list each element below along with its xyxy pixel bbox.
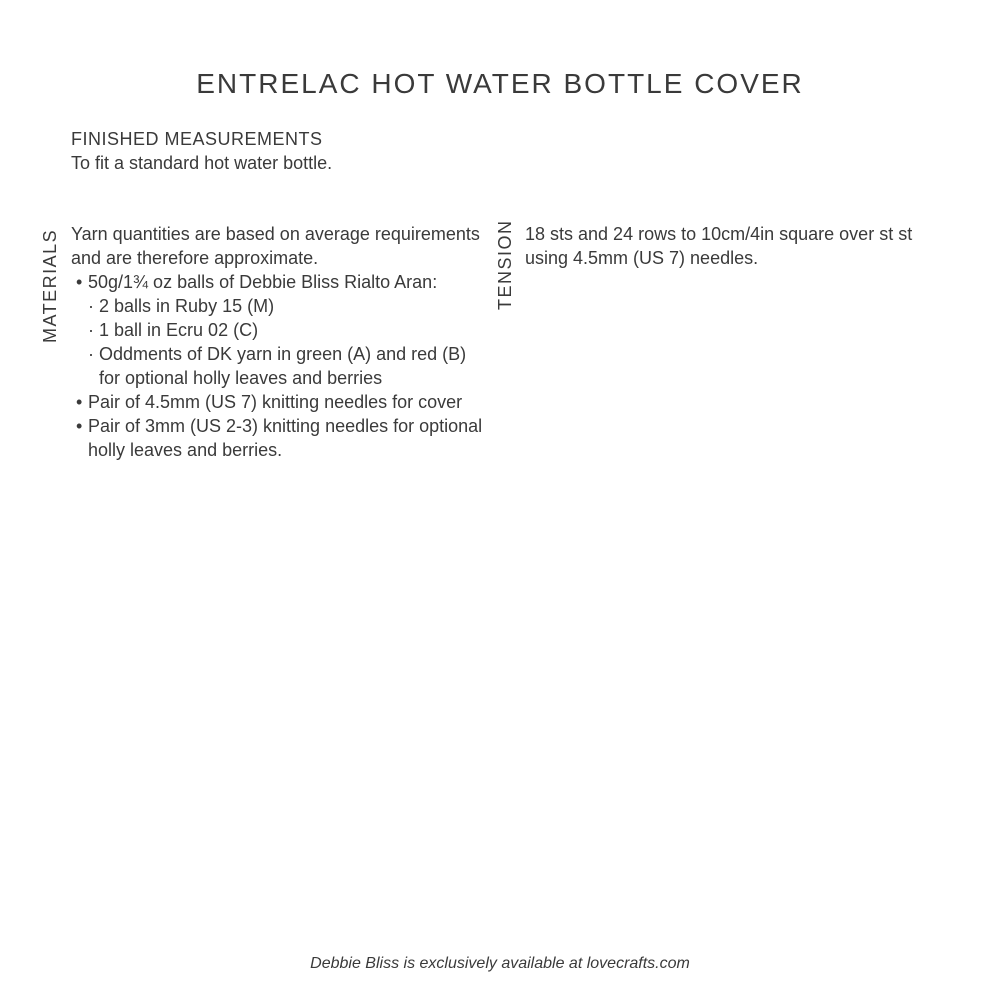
list-item — [71, 270, 486, 390]
materials-section — [71, 222, 486, 462]
materials-item-needles-holly: Pair of 3mm (US 2-3) knitting needles for optional holly leaves and berries. — [88, 416, 483, 460]
page-title: ENTRELAC HOT WATER BOTTLE COVER — [196, 68, 804, 99]
finished-measurements-section — [71, 127, 871, 175]
list-item: · 1 ball in Ecru 02 (C) — [88, 318, 486, 342]
materials-label: MATERIALS — [40, 228, 60, 343]
list-item: · 2 balls in Ruby 15 (M) — [88, 294, 486, 318]
tension-text: 18 sts and 24 rows to 10cm/4in square over st st using 4.5mm (US 7) needles. — [525, 224, 913, 268]
list-item — [71, 414, 486, 462]
finished-measurements-text: To fit a standard hot water bottle. — [71, 153, 333, 173]
materials-intro: Yarn quantities are based on average requirements and are therefore approximate. — [71, 224, 480, 268]
yarn-sublist — [88, 294, 486, 390]
finished-measurements-heading: FINISHED MEASUREMENTS — [71, 129, 323, 149]
materials-item-needles-cover: Pair of 4.5mm (US 7) knitting needles for cover — [88, 392, 463, 412]
footer-note: Debbie Bliss is exclusively available at lovecrafts.com — [310, 955, 690, 972]
tension-section — [525, 222, 925, 270]
tension-label: TENSION — [495, 219, 515, 310]
list-item — [71, 390, 486, 414]
list-item: · Oddments of DK yarn in green (A) and red (B) for optional holly leaves and berries — [88, 342, 486, 390]
materials-list — [71, 270, 486, 462]
materials-item-yarn: 50g/1¾ oz balls of Debbie Bliss Rialto Aran: — [88, 272, 438, 292]
